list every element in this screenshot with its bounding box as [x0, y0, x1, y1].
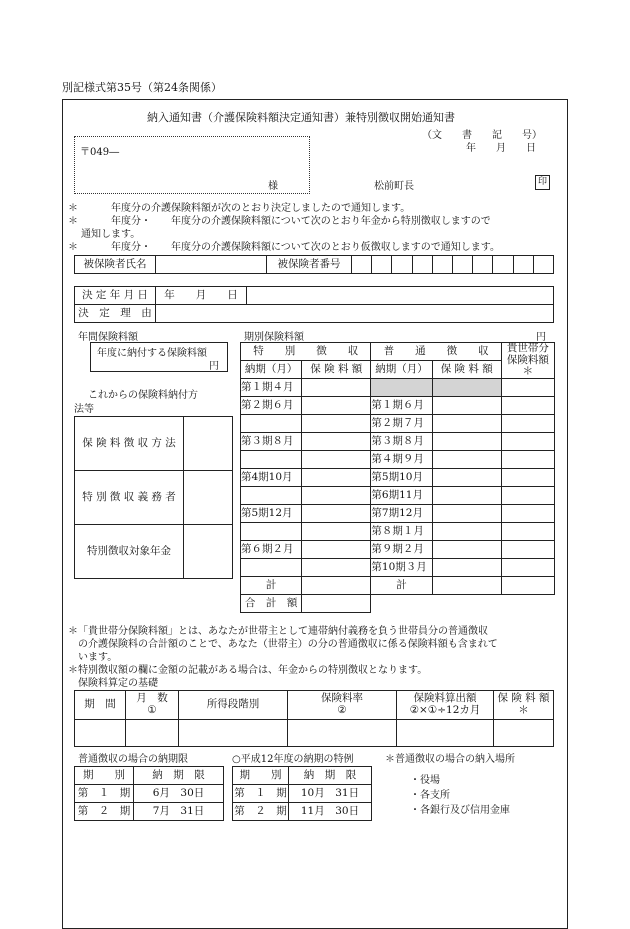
- form-label: 別記様式第35号（第24条関係）: [62, 81, 222, 94]
- periodic-heading: 期別保険料額: [244, 332, 304, 343]
- household-amount[interactable]: [501, 433, 554, 451]
- recipient-honorific: 様: [268, 181, 278, 192]
- normal-amount[interactable]: [432, 523, 501, 541]
- special-amount[interactable]: [302, 415, 371, 433]
- notice-text: 通知します。: [81, 229, 141, 240]
- subtotal-household[interactable]: [501, 577, 554, 595]
- method-value[interactable]: [184, 417, 233, 471]
- document-title: 納入通知書（介護保険料額決定通知書）兼特別徴収開始通知書: [147, 111, 455, 124]
- normal-period: 第３期８月: [371, 433, 432, 451]
- basis-col-line: ②×①÷12カ月: [409, 704, 481, 716]
- special-period: 第６期２月: [241, 541, 302, 559]
- special-amount[interactable]: [302, 451, 371, 469]
- normal-amount[interactable]: [432, 433, 501, 451]
- special-period: 第２期６月: [241, 397, 302, 415]
- decision-date-label: 決 定 年 月 日: [75, 287, 156, 305]
- col-amount: 保 険 料 額: [302, 361, 371, 379]
- due-col: 納 期 限: [289, 767, 372, 785]
- special-amount[interactable]: [302, 523, 371, 541]
- household-header-line: 保険料額: [506, 353, 549, 366]
- basis-col: [288, 691, 397, 720]
- household-amount[interactable]: [501, 487, 554, 505]
- due-col: 納 期 限: [134, 767, 224, 785]
- special-amount[interactable]: [302, 433, 371, 451]
- special-period: [241, 451, 302, 469]
- household-header-line: ＊: [522, 365, 534, 378]
- col-amount: 保 険 料 額: [432, 361, 501, 379]
- method-table: [74, 416, 233, 579]
- footnote: ＊「貴世帯分保険料額」とは、あなたが世帯主として連帯納付義務を負う世帯員分の普通徴収: [68, 626, 488, 637]
- decision-reason-label: 決 定 理 由: [75, 305, 156, 323]
- col-period: 納期（月）: [241, 361, 302, 379]
- special-period: 第5期12月: [241, 505, 302, 523]
- due-h12-heading: ○平成12年度の納期の特例: [232, 754, 354, 765]
- special-period: [241, 559, 302, 577]
- basis-heading: 保険料算定の基礎: [78, 678, 158, 689]
- household-amount[interactable]: [501, 541, 554, 559]
- due-h12-table: [232, 766, 372, 821]
- due-date: 6月 30日: [134, 785, 224, 803]
- special-period: 第4期10月: [241, 469, 302, 487]
- special-period: [241, 415, 302, 433]
- basis-col-line: 月 数: [136, 692, 168, 705]
- digit-cell[interactable]: [533, 256, 553, 274]
- special-period: 第１期４月: [241, 379, 302, 397]
- basis-col: 所得段階別: [179, 691, 288, 720]
- household-amount[interactable]: [501, 451, 554, 469]
- notice-mark: ＊: [68, 216, 78, 227]
- footnote: ＊特別徴収額の欄に金額の記載がある場合は、年金からの特別徴収となります。: [68, 665, 428, 676]
- household-amount[interactable]: [501, 415, 554, 433]
- decision-date-value: 年 月 日: [156, 287, 247, 305]
- basis-cell[interactable]: [75, 720, 126, 747]
- normal-period: 第４期９月: [371, 451, 432, 469]
- basis-col-line: ＊: [518, 704, 529, 716]
- postal-code: 〒049―: [80, 147, 120, 158]
- method-heading: 法等: [74, 404, 94, 415]
- basis-col: [494, 691, 554, 720]
- special-amount[interactable]: [302, 505, 371, 523]
- normal-amount[interactable]: [432, 451, 501, 469]
- due-col: 期 別: [75, 767, 134, 785]
- notice-text: 年度分・ 年度分の介護保険料額について次のとおり年金から特別徴収しますので: [81, 216, 491, 227]
- annual-unit: 円: [209, 361, 219, 372]
- decision-reason-field[interactable]: [156, 305, 554, 323]
- special-period: 第３期８月: [241, 433, 302, 451]
- digit-cell[interactable]: [412, 256, 432, 274]
- subtotal-label: 計: [241, 577, 302, 595]
- insured-number-label: 被保険者番号: [267, 256, 352, 274]
- special-amount[interactable]: [302, 397, 371, 415]
- issuer-name: 松前町長: [374, 181, 414, 192]
- normal-amount[interactable]: [432, 487, 501, 505]
- normal-amount[interactable]: [432, 415, 501, 433]
- normal-period: [371, 379, 432, 397]
- special-header: 特 別 徴 収: [241, 343, 371, 361]
- digit-cell[interactable]: [513, 256, 533, 274]
- due-period: 第 １ 期: [75, 785, 134, 803]
- footnote: います。: [68, 652, 118, 663]
- places-heading: ＊普通徴収の場合の納入場所: [385, 754, 515, 765]
- normal-amount[interactable]: [432, 541, 501, 559]
- due-period: 第 ２ 期: [75, 803, 134, 821]
- decision-date-extra: [247, 287, 554, 305]
- periodic-unit: 円: [536, 332, 546, 343]
- digit-cell[interactable]: [493, 256, 513, 274]
- due-col: 期 別: [233, 767, 289, 785]
- due-date: 11月 30日: [289, 803, 372, 821]
- special-period: [241, 487, 302, 505]
- method-label: 特別徴収対象年金: [75, 525, 184, 579]
- method-value[interactable]: [184, 525, 233, 579]
- method-heading: これからの保険料納付方: [88, 390, 198, 401]
- basis-col: [126, 691, 179, 720]
- household-header: [501, 343, 554, 379]
- normal-period: 第7期12月: [371, 505, 432, 523]
- notice-mark: ＊: [68, 242, 78, 253]
- normal-amount[interactable]: [432, 559, 501, 577]
- basis-col-line: 保 険 料 額: [497, 692, 550, 705]
- subtotal-label: 計: [371, 577, 432, 595]
- seal-mark: 印: [535, 175, 550, 190]
- digit-cell[interactable]: [392, 256, 412, 274]
- insured-name-label: 被保険者氏名: [75, 256, 156, 274]
- household-amount[interactable]: [501, 559, 554, 577]
- due-period: 第 １ 期: [233, 785, 289, 803]
- digit-cell[interactable]: [352, 256, 372, 274]
- subtotal-normal[interactable]: [432, 577, 501, 595]
- household-amount[interactable]: [501, 397, 554, 415]
- schedule-table: [240, 342, 555, 613]
- special-amount[interactable]: [302, 469, 371, 487]
- basis-cell[interactable]: [179, 720, 288, 747]
- total-label: 合 計 額: [241, 595, 302, 613]
- basis-cell[interactable]: [288, 720, 397, 747]
- special-period: [241, 523, 302, 541]
- decision-table: [74, 286, 554, 323]
- basis-col: 期 間: [75, 691, 126, 720]
- special-amount[interactable]: [302, 559, 371, 577]
- household-amount[interactable]: [501, 379, 554, 397]
- document-date: 年 月 日: [466, 143, 536, 154]
- total-amount[interactable]: [302, 595, 371, 613]
- annual-line: 年度に納付する保険料額: [97, 348, 207, 359]
- household-header-line: 貴世帯分: [506, 342, 549, 355]
- special-amount[interactable]: [302, 487, 371, 505]
- normal-period: 第6期11月: [371, 487, 432, 505]
- normal-period: 第８期１月: [371, 523, 432, 541]
- digit-cell[interactable]: [452, 256, 472, 274]
- special-amount[interactable]: [302, 379, 371, 397]
- basis-col-line: 保険料算出額: [413, 692, 477, 705]
- normal-period: 第１期６月: [371, 397, 432, 415]
- digit-cell[interactable]: [473, 256, 493, 274]
- document-number-label: （文 書 記 号）: [422, 130, 542, 141]
- method-label: 特 別 徴 収 義 務 者: [75, 471, 184, 525]
- household-amount[interactable]: [501, 505, 554, 523]
- annual-heading: 年間保険料額: [78, 332, 138, 343]
- insured-table: [74, 255, 554, 274]
- normal-period: 第10期３月: [371, 559, 432, 577]
- subtotal-special[interactable]: [302, 577, 371, 595]
- due-date: 7月 31日: [134, 803, 224, 821]
- digit-cell[interactable]: [432, 256, 452, 274]
- normal-amount[interactable]: [432, 397, 501, 415]
- method-label: 保 険 料 徴 収 方 法: [75, 417, 184, 471]
- normal-amount[interactable]: [432, 469, 501, 487]
- special-amount[interactable]: [302, 541, 371, 559]
- normal-amount[interactable]: [432, 505, 501, 523]
- basis-col-line: ②: [337, 704, 347, 716]
- normal-period: 第９期２月: [371, 541, 432, 559]
- notice-text: 年度分の介護保険料額が次のとおり決定しましたので通知します。: [81, 203, 411, 214]
- due-date: 10月 31日: [289, 785, 372, 803]
- footnote: の介護保険料の合計額のことで、あなた（世帯主）の分の普通徴収に係る保険料額も含まれて: [68, 639, 498, 650]
- basis-cell[interactable]: [494, 720, 554, 747]
- basis-cell[interactable]: [397, 720, 494, 747]
- insured-name-field[interactable]: [156, 256, 267, 274]
- due-normal-table: [74, 766, 224, 821]
- due-period: 第 ２ 期: [233, 803, 289, 821]
- due-normal-heading: 普通徴収の場合の納期限: [78, 754, 188, 765]
- normal-period: 第5期10月: [371, 469, 432, 487]
- method-value[interactable]: [184, 471, 233, 525]
- normal-header: 普 通 徴 収: [371, 343, 501, 361]
- basis-table: [74, 690, 554, 747]
- place-item: ・各銀行及び信用金庫: [410, 805, 510, 816]
- place-item: ・役場: [410, 775, 440, 786]
- digit-cell[interactable]: [372, 256, 392, 274]
- notice-mark: ＊: [68, 203, 78, 214]
- notice-text: 年度分・ 年度分の介護保険料額について次のとおり仮徴収しますので通知します。: [81, 242, 500, 253]
- basis-col: [397, 691, 494, 720]
- col-period: 納期（月）: [371, 361, 432, 379]
- place-item: ・各支所: [410, 790, 450, 801]
- basis-col-line: 保険料率: [321, 692, 363, 705]
- basis-cell[interactable]: [126, 720, 179, 747]
- household-amount[interactable]: [501, 523, 554, 541]
- normal-period: 第２期７月: [371, 415, 432, 433]
- normal-amount: [432, 379, 501, 397]
- household-amount[interactable]: [501, 469, 554, 487]
- basis-col-line: ①: [147, 704, 157, 716]
